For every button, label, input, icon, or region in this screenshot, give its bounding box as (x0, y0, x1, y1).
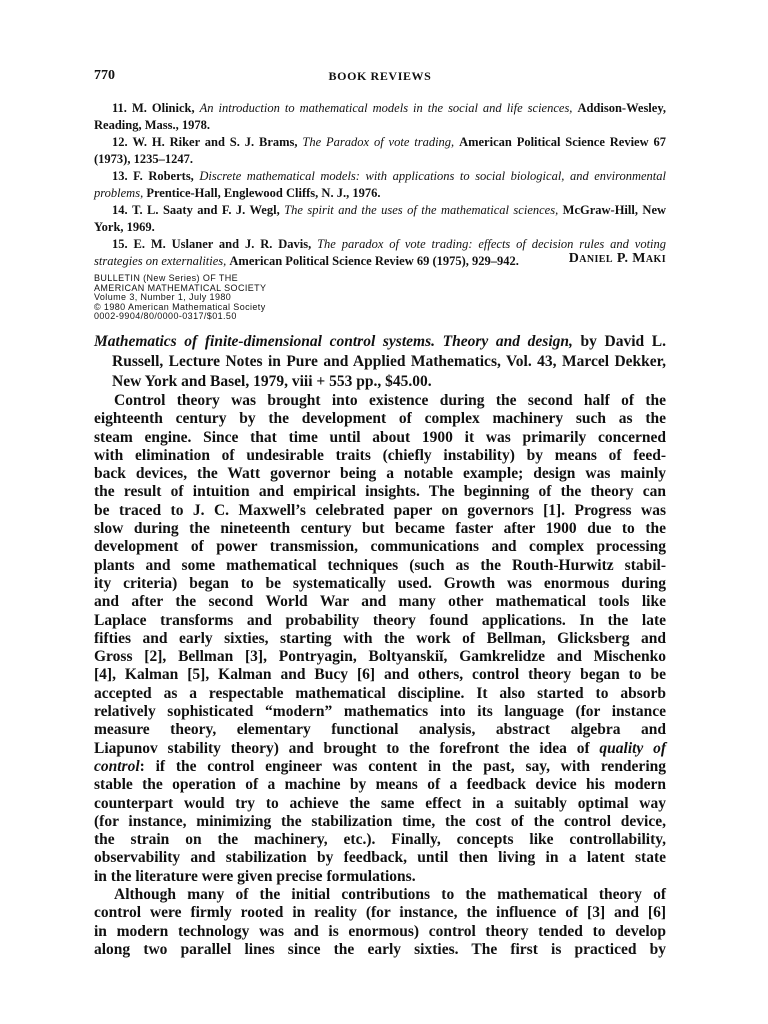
body-line: control: if the control engineer was content in the past, say, with rendering (94, 757, 666, 775)
body-line: eighteenth century by the development of complex machinery such as the (94, 410, 666, 428)
body-line: relatively sophisticated “modern” mathematics into its language (for instance (94, 703, 666, 721)
bulletin-line: 0002-9904/80/0000-0317/$01.50 (94, 311, 237, 321)
reference-item: 12. W. H. Riker and S. J. Brams, The Paradox of vote trading, American Political Science Review 67 (1973), 1235–1247. (94, 135, 666, 166)
body-line: in modern technology was and is enormous) control theory tended to develop (94, 922, 666, 940)
body-line: back devices, the Watt governor being a notable example; design was mainly (94, 465, 666, 483)
body-line: measure theory, elementary functional analysis, abstract algebra and (94, 721, 666, 739)
body-line: and after the second World War and many other mathematical tools like (94, 593, 666, 611)
body-line: the strain on the machinery, etc.). Finally, concepts like controllability, (94, 831, 666, 849)
reference-list (94, 100, 666, 270)
body-line: the result of intuition and empirical insights. The beginning of the theory can (94, 483, 666, 501)
running-head: BOOK REVIEWS (328, 69, 432, 83)
body-line: control were firmly rooted in reality (for instance, the influence of [3] and [6] (94, 904, 666, 922)
book-title: Mathematics of finite-dimensional control systems. Theory and design, (94, 333, 573, 350)
body-line: steam engine. Since that time until about 1900 it was primarily concerned (94, 428, 666, 446)
body-line: along two parallel lines since the early sixties. The first is practiced by (94, 940, 666, 958)
body-line: be traced to J. C. Maxwell’s celebrated paper on governors [1]. Progress was (94, 501, 666, 519)
reference-item: 15. E. M. Uslaner and J. R. Davis, The paradox of vote trading: effects of decision rules and voting strategies on externalities, American Political Science Review 69 (1975), 929–942. (94, 237, 667, 268)
body-line: with elimination of undesirable traits (chiefly instability) by means of feed- (94, 446, 666, 464)
body-line: counterpart would try to achieve the same effect in a suitably optimal way (94, 794, 666, 812)
body-line: observability and stabilization by feedback, until then living in a latent state (94, 849, 666, 867)
page-number: 770 (94, 68, 115, 83)
body-line: Gross [2], Bellman [3], Pontryagin, Boltyanskiĭ, Gamkrelidze and Mischenko (94, 648, 666, 666)
body-line: fifties and early sixties, starting with the work of Bellman, Glicksberg and (94, 629, 666, 647)
body-line: plants and some mathematical techniques (such as the Routh-Hurwitz stabil- (94, 556, 666, 574)
bulletin-line: BULLETIN (New Series) OF THE (94, 273, 239, 283)
bulletin-line: AMERICAN MATHEMATICAL SOCIETY (94, 282, 267, 293)
reference-item: 14. T. L. Saaty and F. J. Wegl, The spirit and the uses of the mathematical sciences, McGraw-Hill, New York, 1969. (94, 203, 667, 234)
review-heading (94, 332, 666, 392)
body-line: slow during the nineteenth century but became faster after 1900 due to the (94, 520, 666, 538)
body-line: stable the operation of a machine by means of a feedback device his modern (94, 776, 666, 794)
reference-item: 11. M. Olinick, An introduction to mathematical models in the social and life sciences, Addison-Wesley, Reading, Mass., 1978. (94, 101, 667, 132)
body-line: Control theory was brought into existence during the second half of the (114, 392, 666, 409)
body-line: [4], Kalman [5], Kalman and Bucy [6] and others, control theory began to be (94, 666, 666, 684)
bulletin-info (94, 274, 266, 322)
reference-item: 13. F. Roberts, Discrete mathematical models: with applications to social biological, and environmental problems, Prentice-Hall, Englewood Cliffs, N. J., 1976. (94, 169, 666, 200)
body-line: development of power transmission, communications and complex processing (94, 538, 666, 556)
bulletin-line: © 1980 American Mathematical Society (94, 301, 266, 312)
emphasis-control: control (94, 757, 140, 775)
body-line-with-emphasis: Liapunov stability theory) and brought to the forefront the idea of quality of (94, 739, 666, 757)
body-line: Laplace transforms and probability theory found applications. In the late (94, 611, 666, 629)
body-line: in the literature were given precise formulations. (94, 867, 416, 885)
body-line: (for instance, minimizing the stabilization time, the cost of the control device, (94, 812, 666, 830)
bulletin-line: Volume 3, Number 1, July 1980 (94, 292, 232, 302)
body-line: ity criteria) began to be systematically used. Growth was enormous during (94, 574, 666, 592)
review-body (94, 392, 666, 959)
body-line: Although many of the initial contributions to the mathematical theory of (114, 886, 666, 904)
page-header (94, 68, 666, 86)
body-line: accepted as a respectable mathematical discipline. It also started to absorb (94, 684, 666, 702)
review-heading-text: Mathematics of finite-dimensional control systems. Theory and design, by David L. Russell, Lecture Notes in Pure and Applied Mathematics, Vol. 43, Marcel Dekker, New York and Basel, 1979, viii + 553 pp., $45.00. (94, 333, 667, 390)
reviewer-signature: Daniel P. Maki (568, 251, 666, 266)
emphasis-quality-of: quality of (599, 739, 666, 757)
